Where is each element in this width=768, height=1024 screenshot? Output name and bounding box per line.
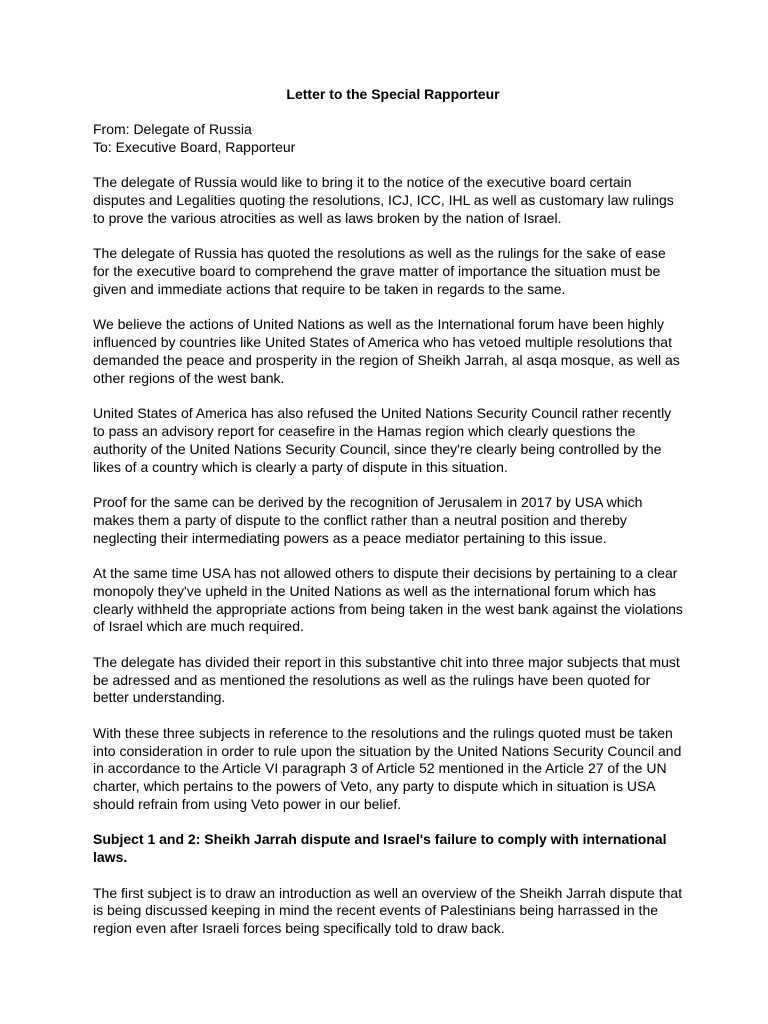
paragraph-5: Proof for the same can be derived by the recognition of Jerusalem in 2017 by USA which makes them a party of dispute to the conflict rather than a neutral position and thereby neglecting their intermediating powers as a peace mediator pertaining to this issue. bbox=[93, 494, 643, 546]
letter-title: Letter to the Special Rapporteur bbox=[286, 86, 500, 102]
paragraph-4: United States of America has also refused the United Nations Security Council rather recently to pass an advisory report for ceasefire in the Hamas region which clearly questions the authority of the United Nations Security Council, since they're clearly being controlled by the likes of a country which is clearly a party of dispute in this situation. bbox=[93, 405, 672, 475]
to-line: To: Executive Board, Rapporteur bbox=[93, 139, 296, 156]
paragraph-6: At the same time USA has not allowed others to dispute their decisions by pertaining to a clear monopoly they've upheld in the United Nations as well as the international forum which has clearly withheld the appropriate actions from being taken in the west bank against the violations of Israel which are much required. bbox=[93, 565, 683, 635]
paragraph-1: The delegate of Russia would like to bring it to the notice of the executive board certain disputes and Legalities quoting the resolutions, ICJ, ICC, IHL as well as customary law rulings to prove the various atrocities as well as laws broken by the nation of Israel. bbox=[93, 174, 674, 227]
from-line: From: Delegate of Russia bbox=[93, 121, 252, 138]
paragraph-3: We believe the actions of United Nations as well as the International forum have been highly influenced by countries like United States of America who has vetoed multiple resolutions that demanded the peace and prosperity in the region of Sheikh Jarrah, al asqa mosque, as well as other regions of the west bank. bbox=[93, 316, 680, 386]
document-body bbox=[93, 86, 685, 938]
paragraph-7: The delegate has divided their report in this substantive chit into three major subjects that must be adressed and as mentioned the resolutions as well as the rulings have been quoted for better understanding. bbox=[93, 653, 680, 706]
paragraph-2: The delegate of Russia has quoted the resolutions as well as the rulings for the sake of ease for the executive board to comprehend the grave matter of importance the situation must be given and immediate actions that require to be taken in regards to the same. bbox=[93, 245, 666, 298]
subject-heading: Subject 1 and 2: Sheikh Jarrah dispute and Israel's failure to comply with international laws. bbox=[93, 831, 667, 866]
letter-header bbox=[93, 121, 685, 157]
paragraph-8: With these three subjects in reference to the resolutions and the rulings quoted must be taken into consideration in order to rule upon the situation by the United Nations Security Council and in accordance to the Article VI paragraph 3 of Article 52 mentioned in the Article 27 of the UN charter, which pertains to the powers of Veto, any party to dispute which in situation is USA should refrain from using Veto power in our belief. bbox=[93, 724, 682, 812]
paragraph-9: The first subject is to draw an introduction as well an overview of the Sheikh Jarrah dispute that is being discussed keeping in mind the recent events of Palestinians being harrassed in the region even after Israeli forces being specifically told to draw back. bbox=[93, 884, 683, 937]
